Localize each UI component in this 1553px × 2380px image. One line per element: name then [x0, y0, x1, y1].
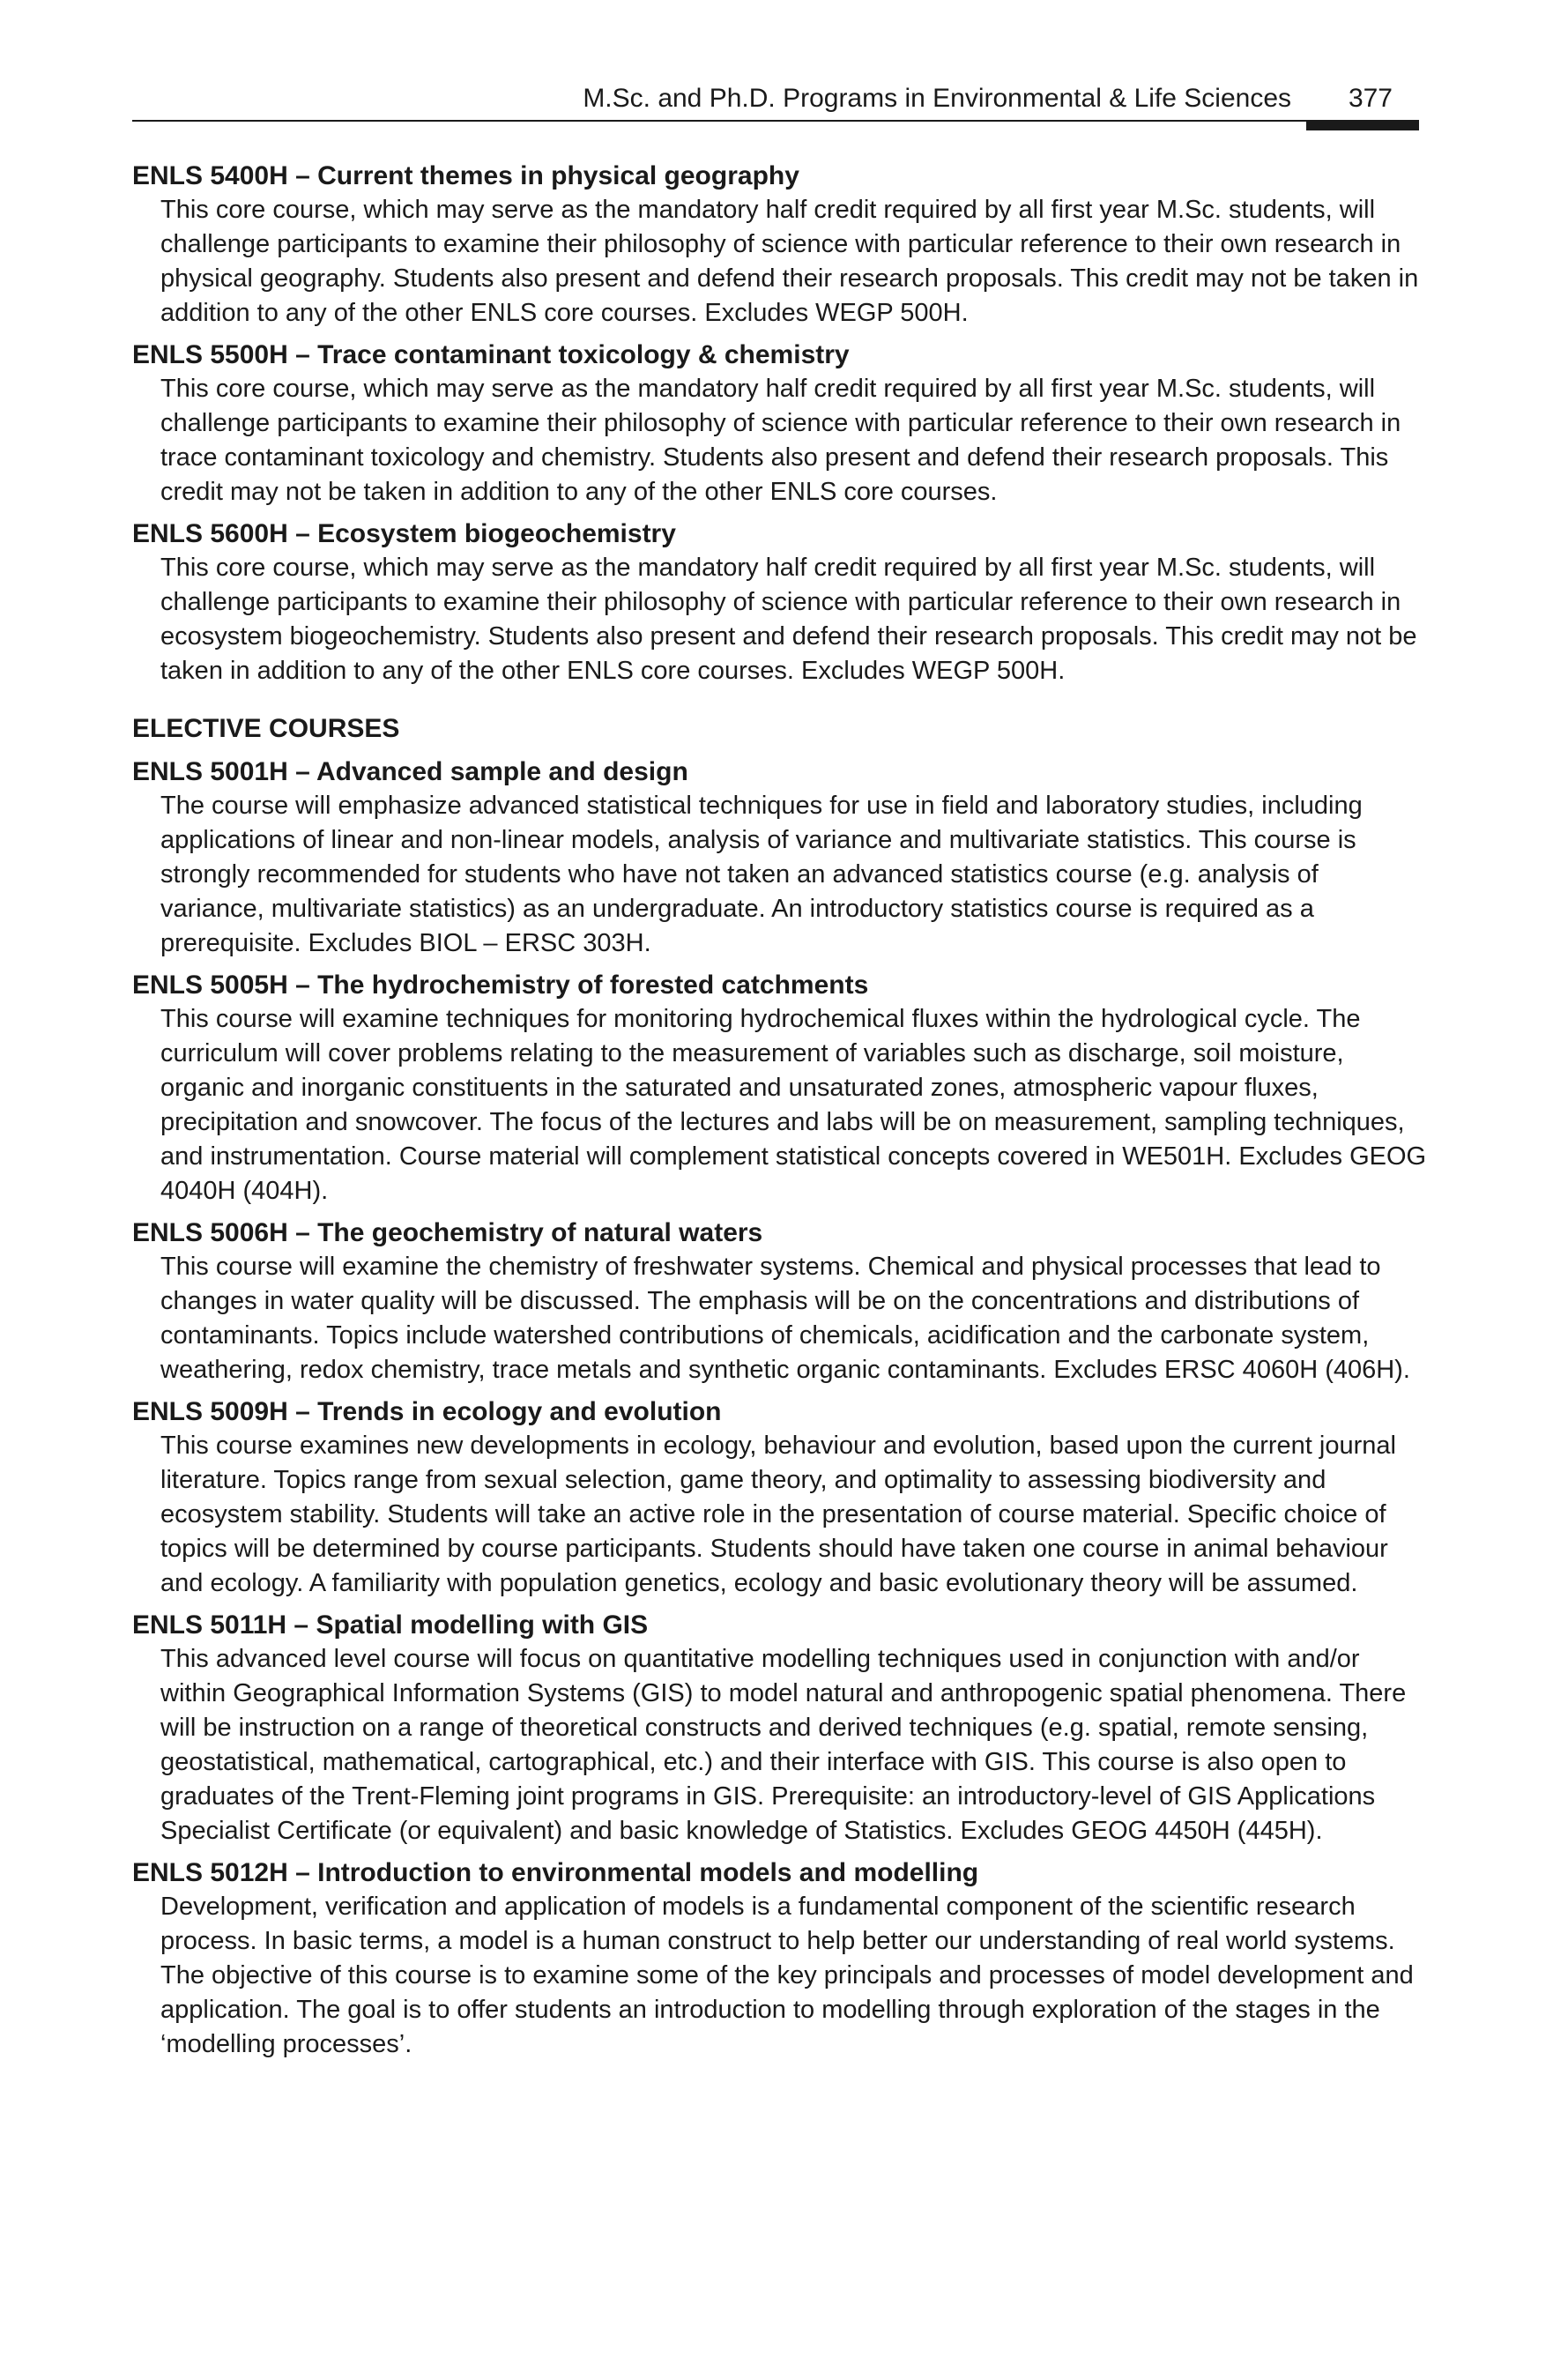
- course-title: ENLS 5011H – Spatial modelling with GIS: [132, 1610, 649, 1640]
- course-title: ENLS 5006H – The geochemistry of natural waters: [132, 1218, 763, 1247]
- course-title: ENLS 5400H – Current themes in physical geography: [132, 161, 799, 190]
- course-title: ENLS 5012H – Introduction to environmental models and modelling: [132, 1858, 979, 1887]
- course-description: This advanced level course will focus on quantitative modelling techniques used in conjunction with and/or within Geographical Information Systems (GIS) to model natural and anthropogenic spatial phenomena. There will be instruction on a range of theoretical constructs and derived techniques (e.g. spatial, remote sensing, geostatistical, mathematical, cartographical, etc.) and their interface with GIS. This course is also open to graduates of the Trent-Fleming joint programs in GIS. Prerequisite: an introductory-level of GIS Applications Specialist Certificate (or equivalent) and basic knowledge of Statistics. Excludes GEOG 4450H (445H).: [160, 1645, 1407, 1845]
- course-title: ENLS 5600H – Ecosystem biogeochemistry: [132, 519, 676, 548]
- course-title: ENLS 5001H – Advanced sample and design: [132, 757, 688, 786]
- course-description: This core course, which may serve as the mandatory half credit required by all first year M.Sc. students, will challenge participants to examine their philosophy of science with particular reference to their own research in trace contaminant toxicology and chemistry. Students also present and defend their research proposals. This credit may not be taken in addition to any of the other ENLS core courses.: [160, 375, 1401, 506]
- header-bar: [1306, 120, 1419, 130]
- course-title: ENLS 5500H – Trace contaminant toxicology & chemistry: [132, 340, 850, 369]
- course-entry: [132, 338, 1428, 509]
- course-description: This course examines new developments in ecology, behaviour and evolution, based upon the current journal literature. Topics range from sexual selection, game theory, and optimality to assessing biodiversity and ecosystem stability. Students will take an active role in the presentation of course material. Specific choice of topics will be determined by course participants. Students should have taken one course in animal behaviour and ecology. A familiarity with population genetics, ecology and basic evolutionary theory will be assumed.: [160, 1432, 1396, 1597]
- course-description: This core course, which may serve as the mandatory half credit required by all first year M.Sc. students, will challenge participants to examine their philosophy of science with particular reference to their own research in ecosystem biogeochemistry. Students also present and defend their research proposals. This credit may not be taken in addition to any of the other ENLS core courses. Excludes WEGP 500H.: [160, 554, 1417, 685]
- course-entry: [132, 1395, 1428, 1601]
- page-content: [132, 159, 1428, 2069]
- course-title: ENLS 5005H – The hydrochemistry of forested catchments: [132, 971, 869, 1000]
- course-description: The course will emphasize advanced statistical techniques for use in field and laboratory studies, including applications of linear and non-linear models, analysis of variance and multivariate statistics. This course is strongly recommended for students who have not taken an advanced statistics course (e.g. analysis of variance, multivariate statistics) as an undergraduate. An introductory statistics course is required as a prerequisite. Excludes BIOL – ERSC 303H.: [160, 792, 1363, 957]
- course-description: This course will examine the chemistry of freshwater systems. Chemical and physical processes that lead to changes in water quality will be discussed. The emphasis will be on the concentrations and distributions of contaminants. Topics include watershed contributions of chemicals, acidification and the carbonate system, weathering, redox chemistry, trace metals and synthetic organic contaminants. Excludes ERSC 4060H (406H).: [160, 1253, 1410, 1384]
- section-heading-electives: ELECTIVE COURSES: [132, 714, 400, 743]
- header-rule: [132, 120, 1313, 122]
- course-entry: [132, 159, 1428, 331]
- page-number: 377: [1348, 84, 1393, 113]
- running-header-title: M.Sc. and Ph.D. Programs in Environmental & Life Sciences: [583, 84, 1291, 113]
- page-header: [132, 72, 1419, 122]
- course-title: ENLS 5009H – Trends in ecology and evolution: [132, 1397, 722, 1426]
- course-entry: [132, 1608, 1428, 1848]
- course-entry: [132, 755, 1428, 961]
- course-description: This core course, which may serve as the mandatory half credit required by all first year M.Sc. students, will challenge participants to examine their philosophy of science with particular reference to their own research in physical geography. Students also present and defend their research proposals. This credit may not be taken in addition to any of the other ENLS core courses. Excludes WEGP 500H.: [160, 196, 1419, 327]
- course-entry: [132, 968, 1428, 1209]
- course-description: This course will examine techniques for monitoring hydrochemical fluxes within the hydrological cycle. The curriculum will cover problems relating to the measurement of variables such as discharge, soil moisture, organic and inorganic constituents in the saturated and unsaturated zones, atmospheric vapour fluxes, precipitation and snowcover. The focus of the lectures and labs will be on measurement, sampling techniques, and instrumentation. Course material will complement statistical concepts covered in WE501H. Excludes GEOG 4040H (404H).: [160, 1005, 1427, 1205]
- course-entry: [132, 1216, 1428, 1387]
- course-description: Development, verification and application of models is a fundamental component of the scientific research process. In basic terms, a model is a human construct to help better our understanding of real world systems. The objective of this course is to examine some of the key principals and processes of model development and application. The goal is to offer students an introduction to modelling through exploration of the stages in the ‘modelling processes’.: [160, 1893, 1414, 2058]
- course-entry: [132, 517, 1428, 688]
- course-entry: [132, 1856, 1428, 2062]
